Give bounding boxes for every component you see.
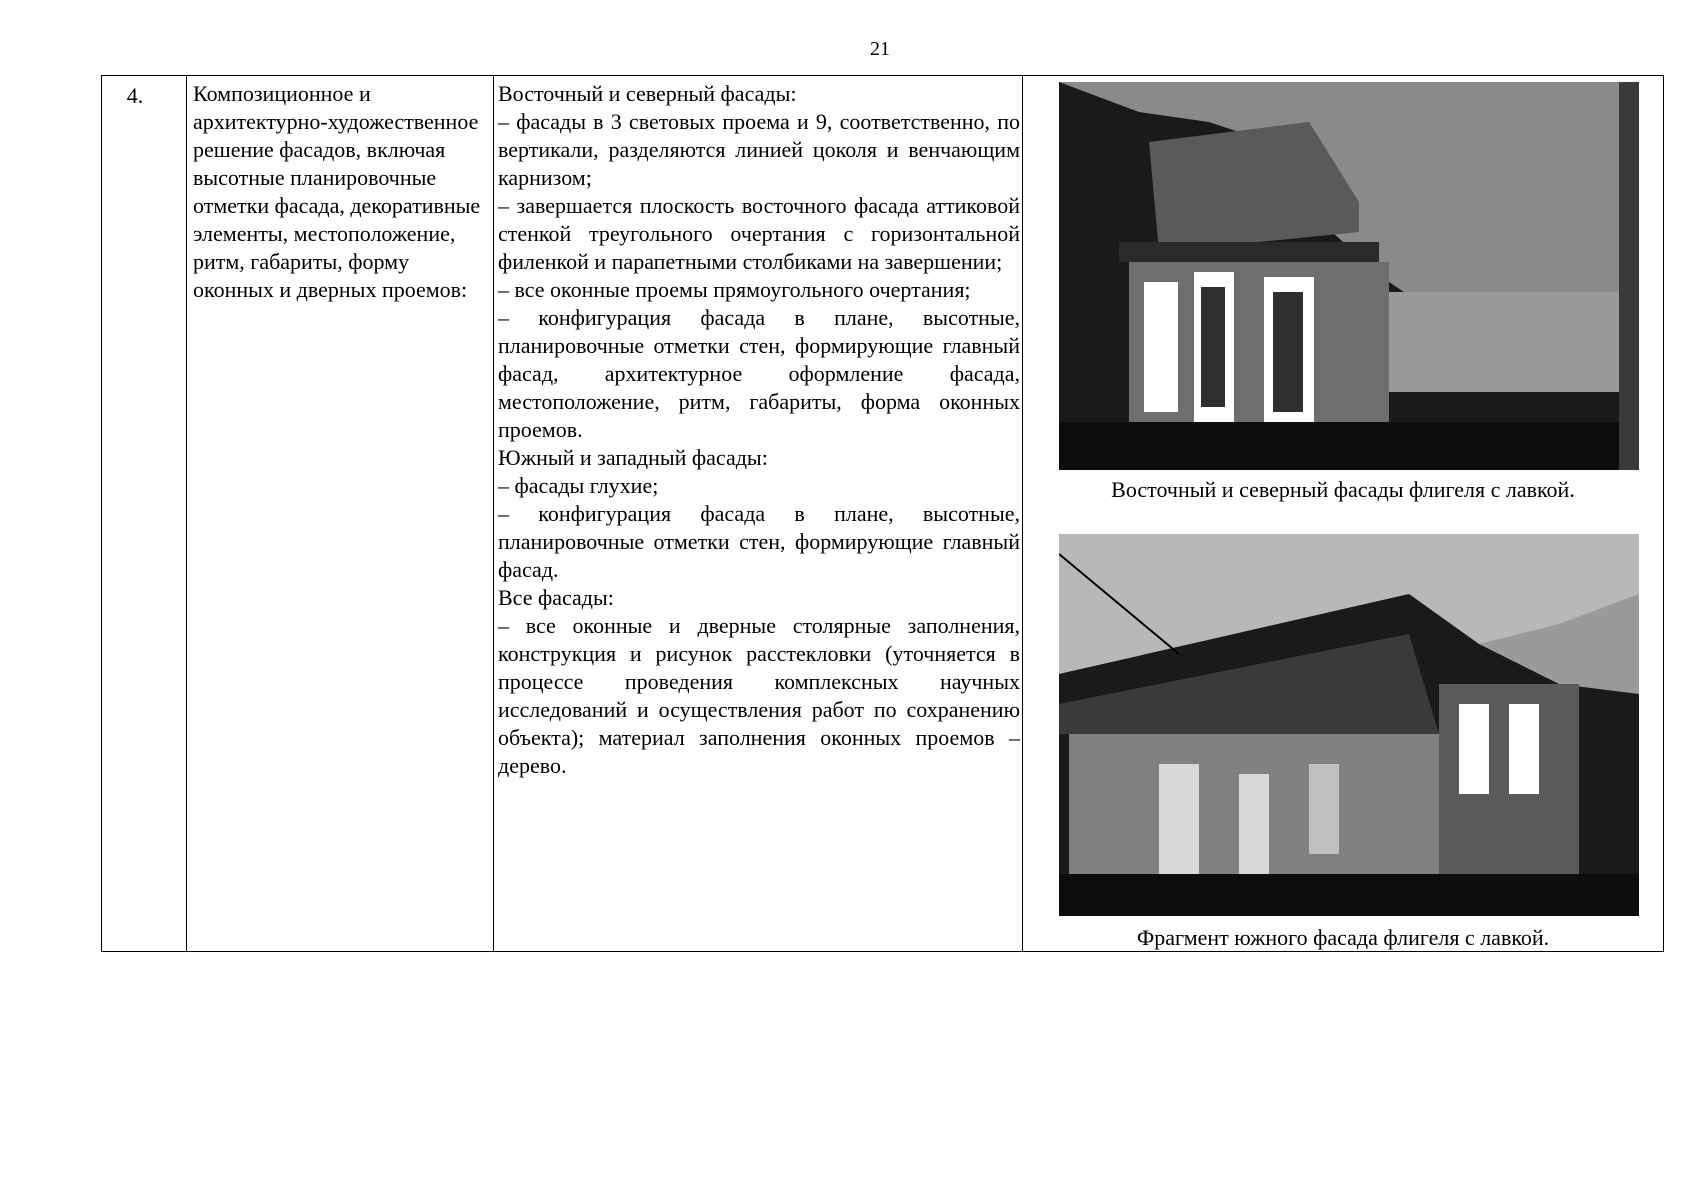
description-item: – конфигурация фасада в плане, высотные, планировочные отметки стен, формирующие главный фасад, архитектурное оформление фасада, местоположение, ритм, габариты, форма оконных проемов. xyxy=(498,305,1020,442)
photo-south-facade-fragment xyxy=(1059,534,1639,916)
table-row xyxy=(102,76,1664,952)
row-number: 4. xyxy=(126,83,144,108)
photo-1-caption: Восточный и северный фасады флигеля с лавкой. xyxy=(1111,477,1575,502)
row-number-cell xyxy=(102,76,187,952)
feature-description-cell xyxy=(494,76,1023,952)
section-heading-all: Все фасады: xyxy=(498,585,614,610)
photo-east-north-facades xyxy=(1059,82,1639,470)
section-heading-south-west: Южный и западный фасады: xyxy=(498,445,768,470)
description-item: – фасады глухие; xyxy=(498,473,659,498)
description-item: – все оконные и дверные столярные заполнения, конструкция и рисунок расстекловки (уточняется в процессе проведения комплексных научных исследований и осуществления работ по сохранению объекта); материал заполнения оконных проемов – дерево. xyxy=(498,613,1020,778)
section-heading-east-north: Восточный и северный фасады: xyxy=(498,81,797,106)
description-item: – конфигурация фасада в плане, высотные, планировочные отметки стен, формирующие главный фасад. xyxy=(498,501,1020,582)
page-number: 21 xyxy=(870,38,890,60)
photo-2-caption: Фрагмент южного фасада флигеля с лавкой. xyxy=(1136,925,1550,950)
photos-cell xyxy=(1023,76,1664,952)
feature-name: Композиционное и архитектурно-художественное решение фасадов, включая высотные планировочные отметки фасада, декоративные элементы, местоположение, ритм, габариты, форму оконных и дверных проемов: xyxy=(193,81,481,302)
description-item: – фасады в 3 световых проема и 9, соответственно, по вертикали, разделяются линией цоколя и венчающим карнизом; xyxy=(498,109,1020,190)
object-features-table xyxy=(101,75,1664,952)
description-item: – все оконные проемы прямоугольного очертания; xyxy=(498,277,971,302)
feature-name-cell xyxy=(187,76,494,952)
description-item: – завершается плоскость восточного фасада аттиковой стенкой треугольного очертания с горизонтальной филенкой и парапетными столбиками на завершении; xyxy=(498,193,1020,274)
